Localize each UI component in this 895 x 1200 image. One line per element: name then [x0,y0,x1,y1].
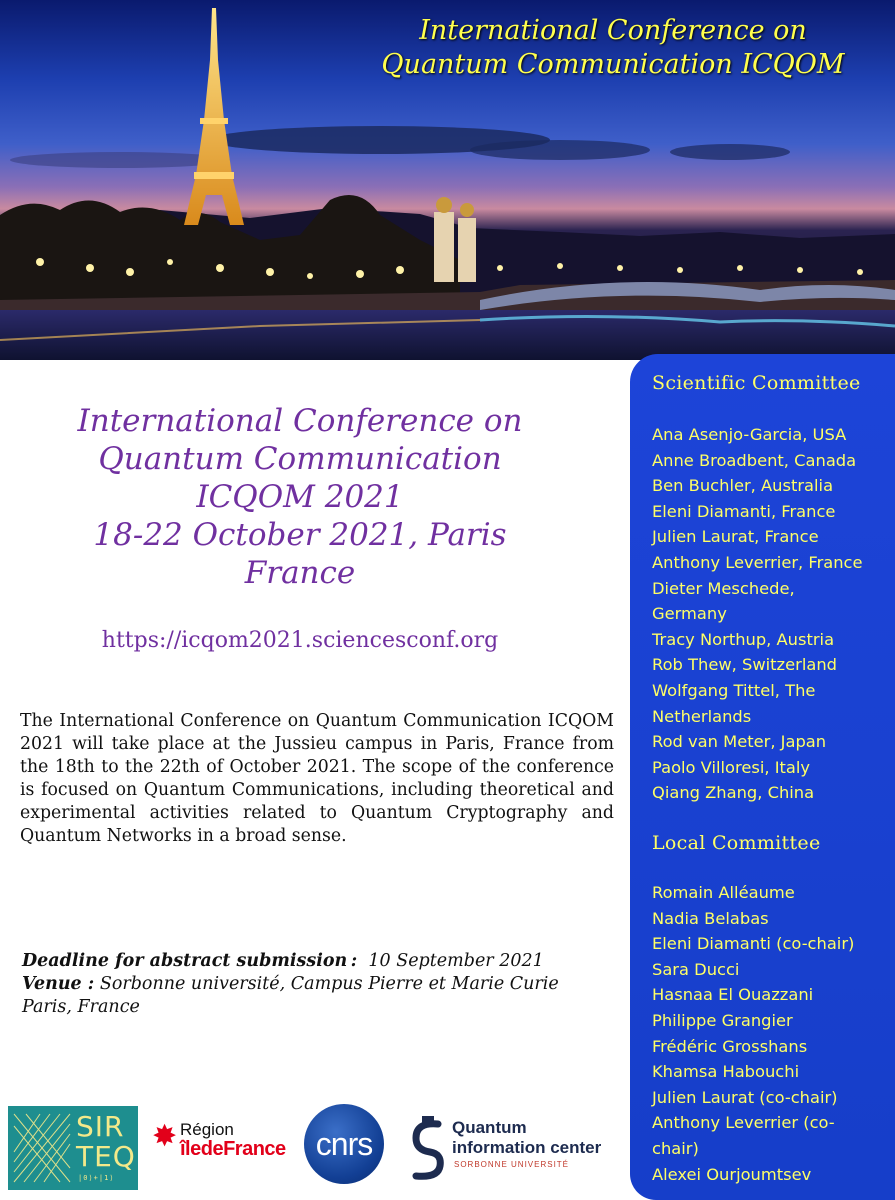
list-item: Khamsa Habouchi [652,1062,800,1082]
list-item: Qiang Zhang, China [652,783,815,803]
venue-line [22,973,622,996]
venue-city: Paris, France [22,997,140,1017]
list-item: Eleni Diamanti, France [652,501,836,521]
deadline-value: 10 September 2021 [368,951,544,971]
list-item: Eleni Diamanti (co-chair) [652,934,855,954]
region-ile-de-france-logo [152,1118,292,1178]
quantum-information-center-logo [408,1114,628,1184]
key-details [22,950,622,1019]
sirteq-text-line2: TEQ [76,1140,136,1173]
cnrs-text: cnrs [315,1126,373,1162]
title-line: France [244,555,356,591]
list-item: Philippe Grangier [652,1010,793,1030]
conference-description: The International Conference on Quantum Communication ICQOM 2021 will take place at the Jussieu campus in Paris, France from the 18th to the 22th of October 2021. The scope of the conference is focused on Quantum Communications, including theoretical and experimental activities related to Quantum Cryptography and Quantum Networks in a broad sense. [20,711,614,846]
venue-value: Sorbonne université, Campus Pierre et Marie Curie [99,974,559,994]
qic-text-line1: Quantum [452,1118,527,1137]
hero-image [0,0,895,360]
title-line: 18-22 October 2021, Paris [93,517,507,553]
list-item: Julien Laurat (co-chair) [652,1087,838,1107]
list-item: Rob Thew, Switzerland [652,655,837,675]
sponsor-logos [0,1100,630,1200]
list-item: Ben Buchler, Australia [652,476,834,496]
sirteq-pattern-icon [12,1112,72,1184]
list-item: Julien Laurat, France [652,527,819,547]
list-item: Sara Ducci [652,959,740,979]
list-item: Nadia Belabas [652,908,769,928]
list-item: Germany [652,604,727,624]
venue-label: Venue : [22,974,95,994]
list-item: Netherlands [652,706,752,726]
hero-title-line2: Quantum Communication ICQOM [381,49,845,80]
sirteq-text-line1: SIR [76,1110,125,1143]
region-star-icon: ✸ [152,1119,178,1154]
qic-text-line3: SORBONNE UNIVERSITÉ [454,1160,570,1169]
committee-panel [630,354,895,1200]
sorbonne-s-icon [408,1114,448,1184]
sirteq-ket-icon: |0⟩+|1⟩ [78,1174,115,1182]
list-item: Wolfgang Tittel, The [652,680,816,700]
sirteq-logo [8,1106,138,1190]
hero-title-line1: International Conference on [419,15,807,46]
deadline-label: Deadline for abstract submission : [22,951,358,971]
conference-url-link[interactable]: https://icqom2021.sciencesconf.org [101,628,499,653]
region-text-line2: îledeFrance [180,1138,286,1160]
list-item: Rod van Meter, Japan [652,732,827,752]
conference-title [20,402,580,592]
scientific-committee-heading: Scientific Committee [652,372,861,394]
local-committee-heading: Local Committee [652,832,821,854]
local-committee-list [652,880,892,1187]
list-item: Romain Alléaume [652,883,795,902]
region-text-line1: Région [180,1120,234,1139]
list-item: Paolo Villoresi, Italy [652,757,811,777]
hero-title [353,14,873,82]
list-item: Tracy Northup, Austria [652,629,835,649]
title-line: ICQOM 2021 [196,479,404,515]
cnrs-logo [304,1104,384,1184]
list-item: Anthony Leverrier, France [652,552,863,572]
list-item: chair) [652,1138,699,1158]
list-item: Anne Broadbent, Canada [652,450,857,470]
list-item: Hasnaa El Ouazzani [652,985,814,1005]
list-item: Ana Asenjo-Garcia, USA [652,425,847,444]
list-item: Dieter Meschede, [652,578,795,598]
title-line: Quantum Communication [98,441,502,477]
list-item: Anthony Leverrier (co- [652,1113,835,1133]
list-item: Alexei Ourjoumtsev [652,1164,812,1184]
deadline-line [22,950,622,973]
scientific-committee-list [652,422,892,806]
qic-text-line2: information center [452,1138,602,1157]
list-item: Frédéric Grosshans [652,1036,808,1056]
title-line: International Conference on [77,403,523,439]
